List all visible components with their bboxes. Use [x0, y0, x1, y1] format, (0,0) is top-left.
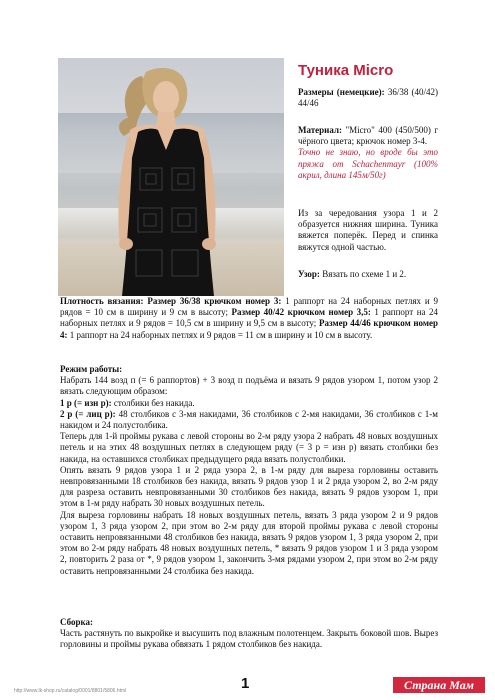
gauge-label-1: Плотность вязания: Размер 36/38 крючком номер 3:	[60, 296, 282, 306]
sizes-label: Размеры (немецкие):	[298, 87, 385, 97]
work-paragraph-2: Теперь для 1-й проймы рукава с левой стороны во 2-м ряду узора 2 набрать 48 новых воздушных петель и на этих 48 воздушных петлях в следующем ряду (= 3 р = изн р) вязать столбики без накида, на оставшихся столбиках предыдущего ряда вязать полустолбики.	[60, 431, 438, 464]
work-paragraph-3: Опять вязать 9 рядов узора 1 и 2 ряда узора 2, в 1-м ряду для выреза горловины оставить невпровязанными 18 столбиков без накида, вязать 9 рядов узор 1 и 2 ряда узором 2, во 2-м ряду для разреза оставить невпровязанными 30 столбиков без накида, вязать 9 рядов узором 1, при этом в 1-м ряду набрать 30 новых воздушных петель.	[60, 464, 438, 509]
work-heading: Режим работы:	[60, 364, 123, 374]
material-block	[298, 125, 438, 181]
material-value: "Micro" 400 (450/500) г чёрного цвета; крючок номер 3-4.	[298, 125, 439, 147]
gauge-value-1: 1 раппорт на 24 наборных петлях и 9 рядов = 10 см в ширину и 9 см в высоту;	[60, 296, 439, 318]
description-block: Из за чередования узора 1 и 2 образуется нижняя ширина. Туника вяжется поперёк. Перед и спинка вяжутся одной частью.	[298, 208, 438, 252]
work-section	[60, 364, 438, 577]
assembly-section	[60, 617, 438, 651]
pattern-value: Вязать по схеме 1 и 2.	[322, 269, 407, 279]
pattern-block	[298, 269, 438, 280]
sizes-block	[298, 87, 438, 109]
material-note: Точно не знаю, но вроде бы это пряжа от Schachenmayr (100% акрил, длина 145м/50г)	[298, 147, 438, 180]
row-2-value: 48 столбиков с 3-мя накидами, 36 столбиков с 2-мя накидами, 36 столбиков с 1-м накидом и 24 полустолбика.	[60, 408, 438, 431]
row-1-label: 1 р (= изн р):	[60, 397, 112, 408]
footer-url: http://www.lk-shop.ru/catalog/0001/8801/5806.html	[14, 688, 127, 694]
model-figure	[58, 58, 284, 296]
gauge-section	[60, 296, 438, 341]
row-2-label: 2 р (= лиц р):	[60, 408, 116, 419]
row-2	[60, 409, 438, 431]
model-photo	[58, 58, 284, 296]
pattern-label: Узор:	[298, 269, 320, 279]
gauge-label-2: Размер 40/42 крючком номер 3,5:	[231, 307, 371, 318]
work-paragraph-1: Набрать 144 возд п (= 6 раппортов) + 3 возд п подъёма и вязать 9 рядов узором 1, потом узор 2 вязать следующим образом:	[60, 375, 438, 397]
sizes-value: 36/38 (40/42) 44/46	[298, 87, 439, 109]
gauge-label-3: Размер 44/46 крючком номер 4:	[60, 318, 439, 340]
row-1	[60, 398, 438, 409]
gauge-value-3: 1 раппорт на 24 наборных петлях и 9 рядов = 11 см в ширину и 10 см в высоту.	[69, 329, 373, 340]
page-number: 1	[241, 675, 250, 692]
work-paragraph-4: Для выреза горловины набрать 18 новых воздушных петель, вязать 3 ряда узором 2 и 9 рядов узором 1, 3 ряда узором 2, при этом во 2-м ряду для второй проймы рукава с левой стороны оставить непровязанными 48 столбиков без накида, вязать 9 рядов узором 1, 3 ряда узором 2, при этом во 2-м ряду набрать 48 новых воздушных петель, * вязать 9 рядов узором 1 и 3 ряда узором 2, повторить 2 раза от *, 9 рядов узором 1, закончить 3-мя рядами узором 2, при этом во 2-м ряду оставить непровязанными 24 столбика без накида.	[60, 509, 438, 576]
site-logo: Страна Мам	[393, 677, 485, 693]
page-title: Туника Micro	[298, 62, 394, 79]
material-label: Материал:	[298, 125, 342, 135]
row-1-value: столбики без накида.	[113, 397, 195, 408]
gauge-value-2: 1 раппорт на 24 наборных петлях и 9 рядов = 10,5 см в ширину и 9,5 см в высоту;	[60, 307, 439, 329]
assembly-heading: Сборка:	[60, 617, 94, 627]
assembly-text: Часть растянуть по выкройке и высушить под влажным полотенцем. Закрыть боковой шов. Вырез горловины и проймы рукава обвязать 1 рядом столбиков без накида.	[60, 628, 438, 650]
